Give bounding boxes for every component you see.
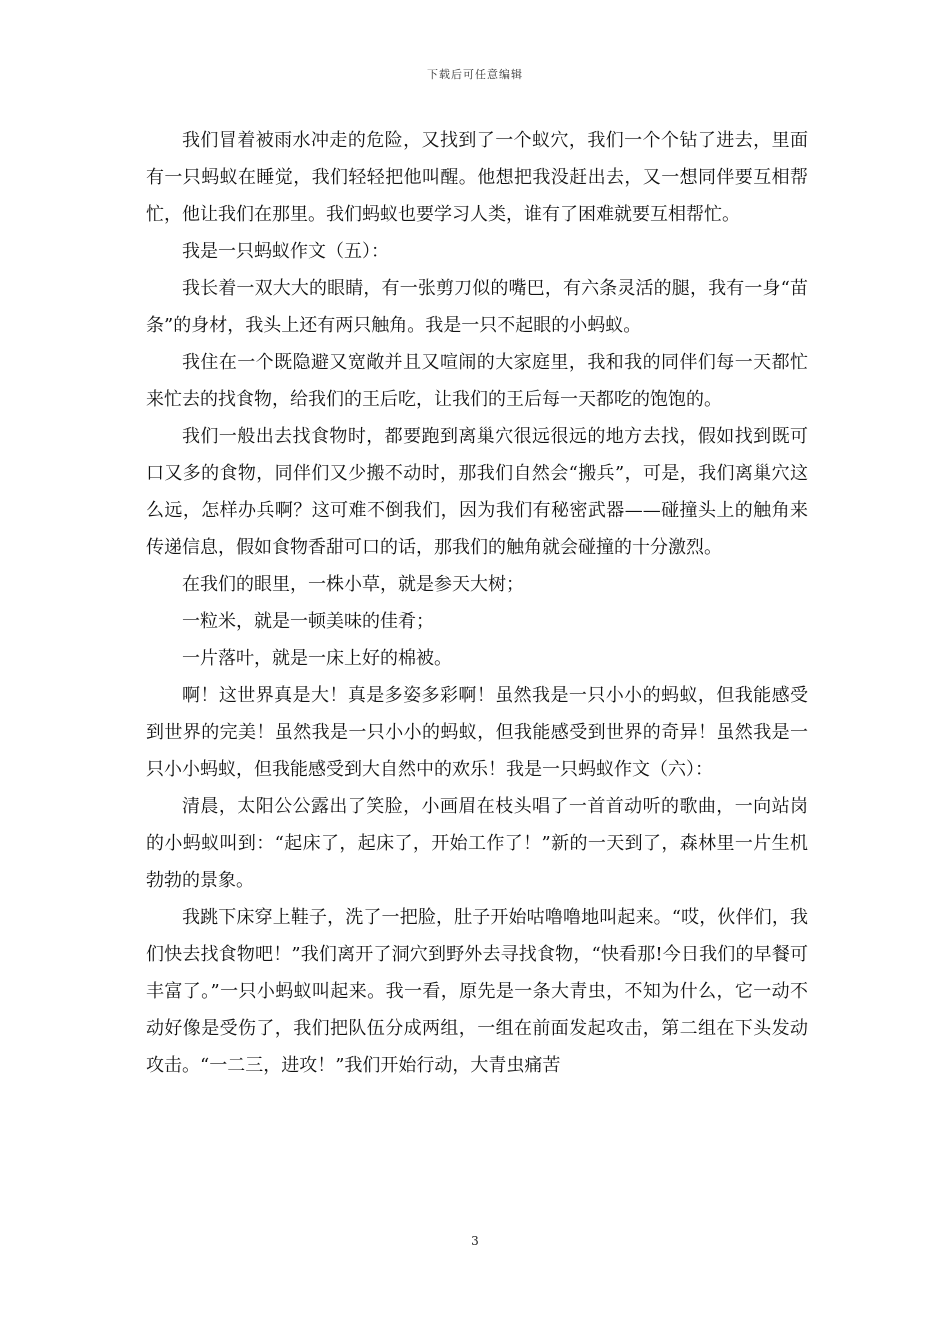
paragraph: 我跳下床穿上鞋子，洗了一把脸，肚子开始咕噜噜地叫起来。“哎，伙伴们，我们快去找食物吧！”我们离开了洞穴到野外去寻找食物，“快看那!今日我们的早餐可丰富了。”一只小蚂蚁叫起来。我一看，原先是一条大青虫，不知为什么，它一动不动好像是受伤了，我们把队伍分成两组，一组在前面发起攻击，第二组在下头发动攻击。“一二三，进攻！”我们开始行动，大青虫痛苦 (146, 907, 808, 1076)
section-heading: 我是一只蚂蚁作文（五）： (182, 241, 389, 262)
document-body (146, 122, 808, 1084)
paragraph: 一片落叶，就是一床上好的棉被。 (182, 648, 452, 669)
paragraph: 我们一般出去找食物时，都要跑到离巢穴很远很远的地方去找，假如找到既可口又多的食物，同伴们又少搬不动时，那我们自然会“搬兵”，可是，我们离巢穴这么远，怎样办兵啊？这可难不倒我们，因为我们有秘密武器——碰撞头上的触角来传递信息，假如食物香甜可口的话，那我们的触角就会碰撞的十分激烈。 (146, 426, 808, 558)
paragraph: 清晨，太阳公公露出了笑脸，小画眉在枝头唱了一首首动听的歌曲，一向站岗的小蚂蚁叫到：“起床了，起床了，开始工作了！”新的一天到了，森林里一片生机勃勃的景象。 (146, 796, 808, 891)
paragraph: 我们冒着被雨水冲走的危险，又找到了一个蚁穴，我们一个个钻了进去，里面有一只蚂蚁在睡觉，我们轻轻把他叫醒。他想把我没赶出去，又一想同伴要互相帮忙，他让我们在那里。我们蚂蚁也要学习人类，谁有了困难就要互相帮忙。 (146, 130, 808, 225)
paragraph: 在我们的眼里，一株小草，就是参天大树； (182, 574, 524, 595)
paragraph: 我长着一双大大的眼睛，有一张剪刀似的嘴巴，有六条灵活的腿，我有一身“苗条”的身材，我头上还有两只触角。我是一只不起眼的小蚂蚁。 (146, 278, 808, 336)
paragraph: 啊！这世界真是大！真是多姿多彩啊！虽然我是一只小小的蚂蚁，但我能感受到世界的完美！虽然我是一只小小的蚂蚁，但我能感受到世界的奇异！虽然我是一只小小蚂蚁，但我能感受到大自然中的欢乐！我是一只蚂蚁作文（六）： (146, 685, 808, 780)
paragraph: 我住在一个既隐避又宽敞并且又喧闹的大家庭里，我和我的同伴们每一天都忙来忙去的找食物，给我们的王后吃，让我们的王后每一天都吃的饱饱的。 (146, 352, 808, 410)
paragraph: 一粒米，就是一顿美味的佳肴； (182, 611, 434, 632)
page-number: 3 (471, 1234, 479, 1248)
page-header: 下载后可任意编辑 (427, 68, 523, 81)
